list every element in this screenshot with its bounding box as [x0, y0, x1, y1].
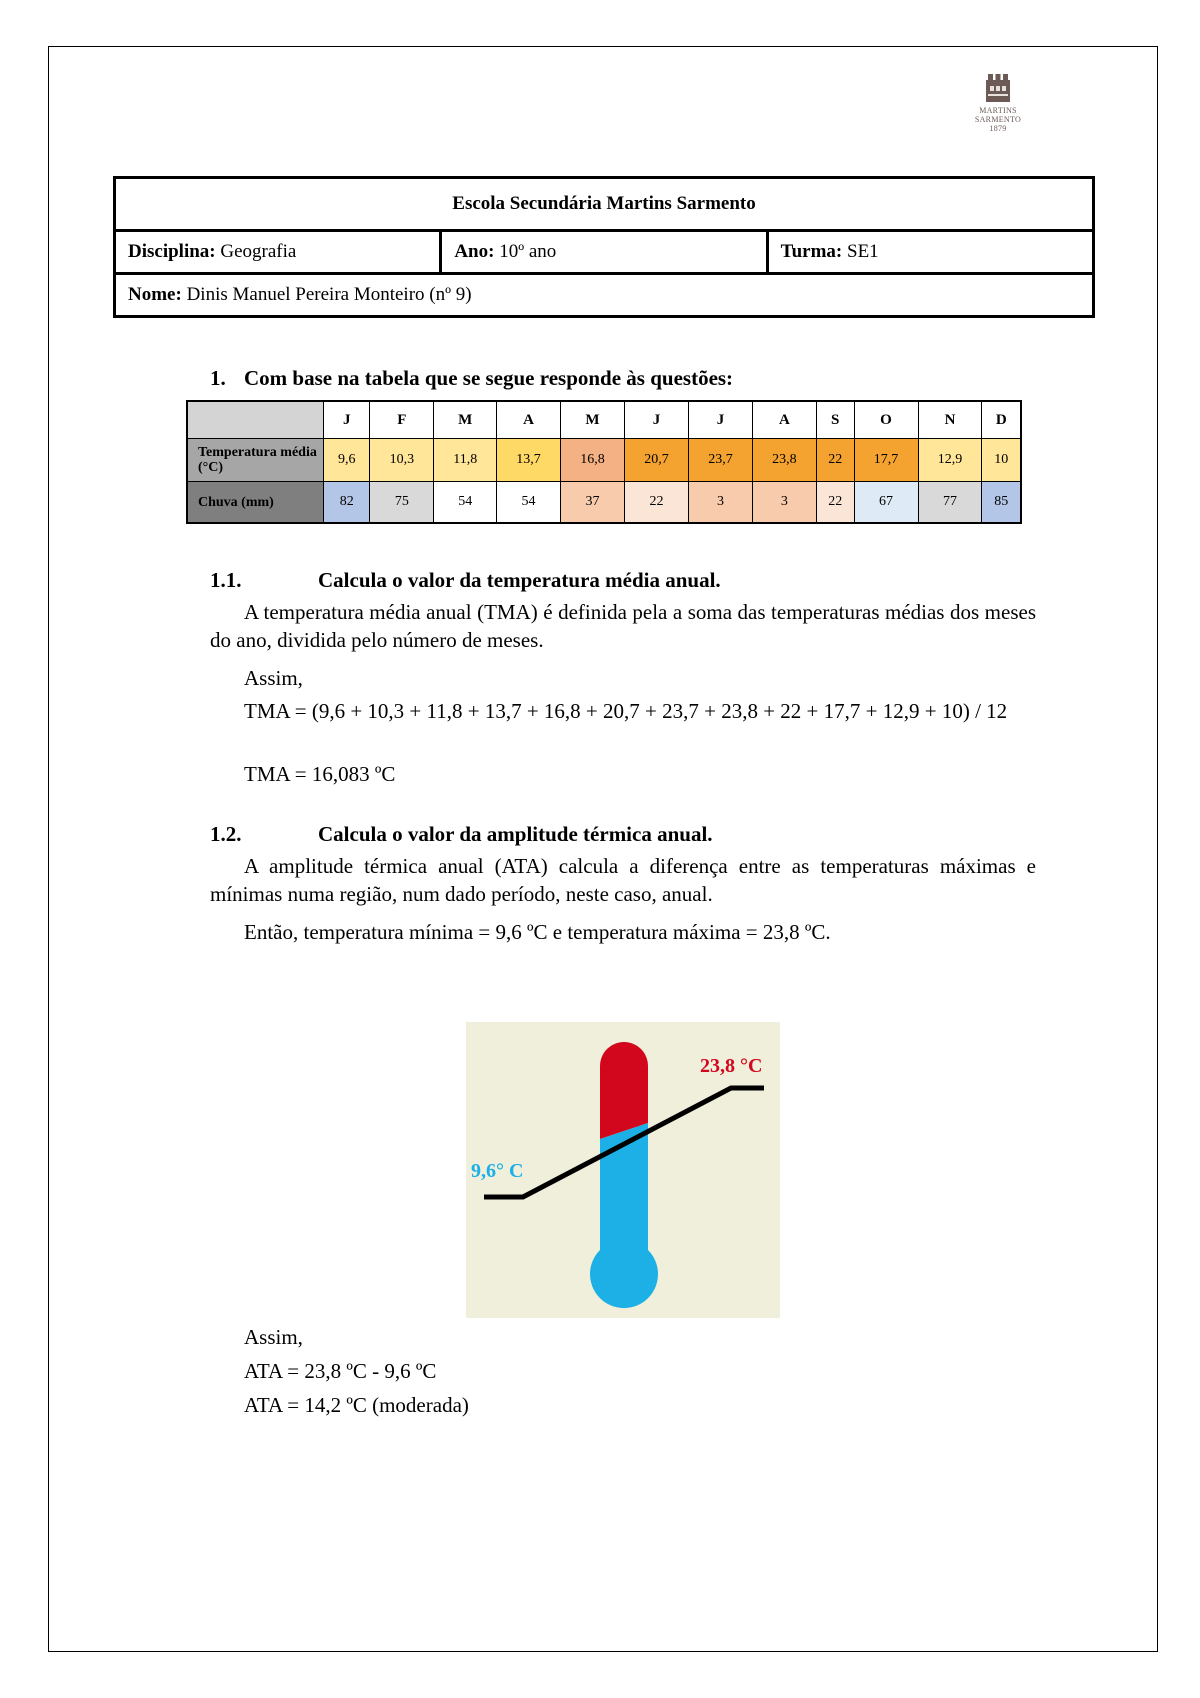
- thermometer-hot-section: [600, 1042, 648, 1139]
- temperature-cell: 12,9: [918, 439, 982, 482]
- section-1-2-result: ATA = 14,2 ºC (moderada): [244, 1393, 469, 1417]
- student-header-table: [113, 176, 1095, 318]
- months-row: [187, 401, 1021, 439]
- rain-cell: 54: [434, 482, 497, 524]
- disciplina-label: Disciplina:: [128, 241, 216, 262]
- nome-value: Dinis Manuel Pereira Monteiro (nº 9): [186, 284, 472, 305]
- month-header: N: [918, 401, 982, 439]
- month-header: F: [370, 401, 434, 439]
- rain-cell: 54: [497, 482, 561, 524]
- month-header: J: [625, 401, 689, 439]
- question-1-text: Com base na tabela que se segue responde às questões:: [244, 366, 734, 390]
- nome-label: Nome:: [128, 284, 182, 305]
- rain-cell: 85: [982, 482, 1021, 524]
- rain-cell: 3: [688, 482, 752, 524]
- temperature-row-label: Temperatura média (°C): [187, 439, 324, 482]
- section-1-1-title: Calcula o valor da temperatura média anual.: [318, 568, 721, 592]
- section-1-1-assim: Assim,: [244, 666, 303, 690]
- temperature-cell: 23,8: [752, 439, 816, 482]
- section-1-2-number: 1.2.: [210, 822, 242, 846]
- thermometer-illustration: [466, 1022, 780, 1318]
- ano-value: 10º ano: [499, 241, 557, 262]
- section-1-2-formula: ATA = 23,8 ºC - 9,6 ºC: [244, 1359, 437, 1383]
- month-header: A: [752, 401, 816, 439]
- school-name: Escola Secundária Martins Sarmento: [115, 178, 1094, 231]
- turma-value: SE1: [847, 241, 879, 262]
- temperature-cell: 9,6: [324, 439, 370, 482]
- temperature-cell: 16,8: [561, 439, 625, 482]
- logo-text-line2: SARMENTO: [974, 115, 1022, 124]
- logo-text-line3: 1879: [989, 124, 1007, 133]
- min-temperature-label: 9,6° C: [471, 1160, 524, 1182]
- question-1-number: 1.: [210, 366, 226, 390]
- temperature-cell: 22: [816, 439, 854, 482]
- disciplina-cell: [115, 231, 441, 274]
- month-header: A: [497, 401, 561, 439]
- temperature-cell: 23,7: [688, 439, 752, 482]
- rain-row-label: Chuva (mm): [187, 482, 324, 524]
- section-1-1-heading: [210, 568, 721, 593]
- turma-label: Turma:: [780, 241, 843, 262]
- rain-cell: 67: [854, 482, 918, 524]
- rain-cell: 77: [918, 482, 982, 524]
- section-1-2-heading: [210, 822, 713, 847]
- section-1-2-assim: Assim,: [244, 1325, 303, 1349]
- temperature-row: [187, 439, 1021, 482]
- thermometer-figure: [466, 1022, 780, 1318]
- temperature-cell: 20,7: [625, 439, 689, 482]
- question-1: [210, 366, 733, 391]
- temperature-cell: 11,8: [434, 439, 497, 482]
- month-header: M: [561, 401, 625, 439]
- section-1-1-paragraph-text: A temperatura média anual (TMA) é definida pela a soma das temperaturas médias dos meses do ano, dividida pelo número de meses.: [210, 600, 1036, 652]
- month-header: O: [854, 401, 918, 439]
- section-1-1-number: 1.1.: [210, 568, 242, 592]
- temperature-cell: 13,7: [497, 439, 561, 482]
- section-1-1-paragraph: [210, 598, 1036, 654]
- section-1-2-paragraph: [210, 852, 1036, 908]
- month-header: S: [816, 401, 854, 439]
- rain-cell: 82: [324, 482, 370, 524]
- section-1-2-title: Calcula o valor da amplitude térmica anual.: [318, 822, 713, 846]
- month-header: D: [982, 401, 1021, 439]
- school-logo: [968, 72, 1028, 144]
- climate-table: [186, 400, 1022, 524]
- school-crest-icon: [984, 72, 1012, 106]
- corner-cell: [187, 401, 324, 439]
- month-header: J: [324, 401, 370, 439]
- max-temperature-label: 23,8 °C: [700, 1055, 763, 1077]
- month-header: J: [688, 401, 752, 439]
- rain-cell: 37: [561, 482, 625, 524]
- ano-cell: [441, 231, 767, 274]
- section-1-1-formula: TMA = (9,6 + 10,3 + 11,8 + 13,7 + 16,8 + 20,7 + 23,7 + 23,8 + 22 + 17,7 + 12,9 + 10) / 12: [244, 699, 1008, 723]
- ano-label: Ano:: [454, 241, 495, 262]
- section-1-1-result: TMA = 16,083 ºC: [244, 762, 396, 786]
- rain-cell: 75: [370, 482, 434, 524]
- temperature-cell: 10: [982, 439, 1021, 482]
- temperature-cell: 10,3: [370, 439, 434, 482]
- temperature-cell: 17,7: [854, 439, 918, 482]
- turma-cell: [767, 231, 1093, 274]
- rain-row: [187, 482, 1021, 524]
- section-1-2-minmax: Então, temperatura mínima = 9,6 ºC e temperatura máxima = 23,8 ºC.: [244, 920, 831, 944]
- thermometer-cold-section: [590, 1123, 658, 1308]
- logo-text-line1: MARTINS: [979, 106, 1017, 115]
- rain-cell: 22: [625, 482, 689, 524]
- disciplina-value: Geografia: [220, 241, 297, 262]
- rain-cell: 3: [752, 482, 816, 524]
- section-1-2-paragraph-text: A amplitude térmica anual (ATA) calcula a diferença entre as temperaturas máximas e mínimas numa região, num dado período, neste caso, anual.: [210, 854, 1036, 906]
- rain-cell: 22: [816, 482, 854, 524]
- nome-cell: [115, 274, 1094, 317]
- month-header: M: [434, 401, 497, 439]
